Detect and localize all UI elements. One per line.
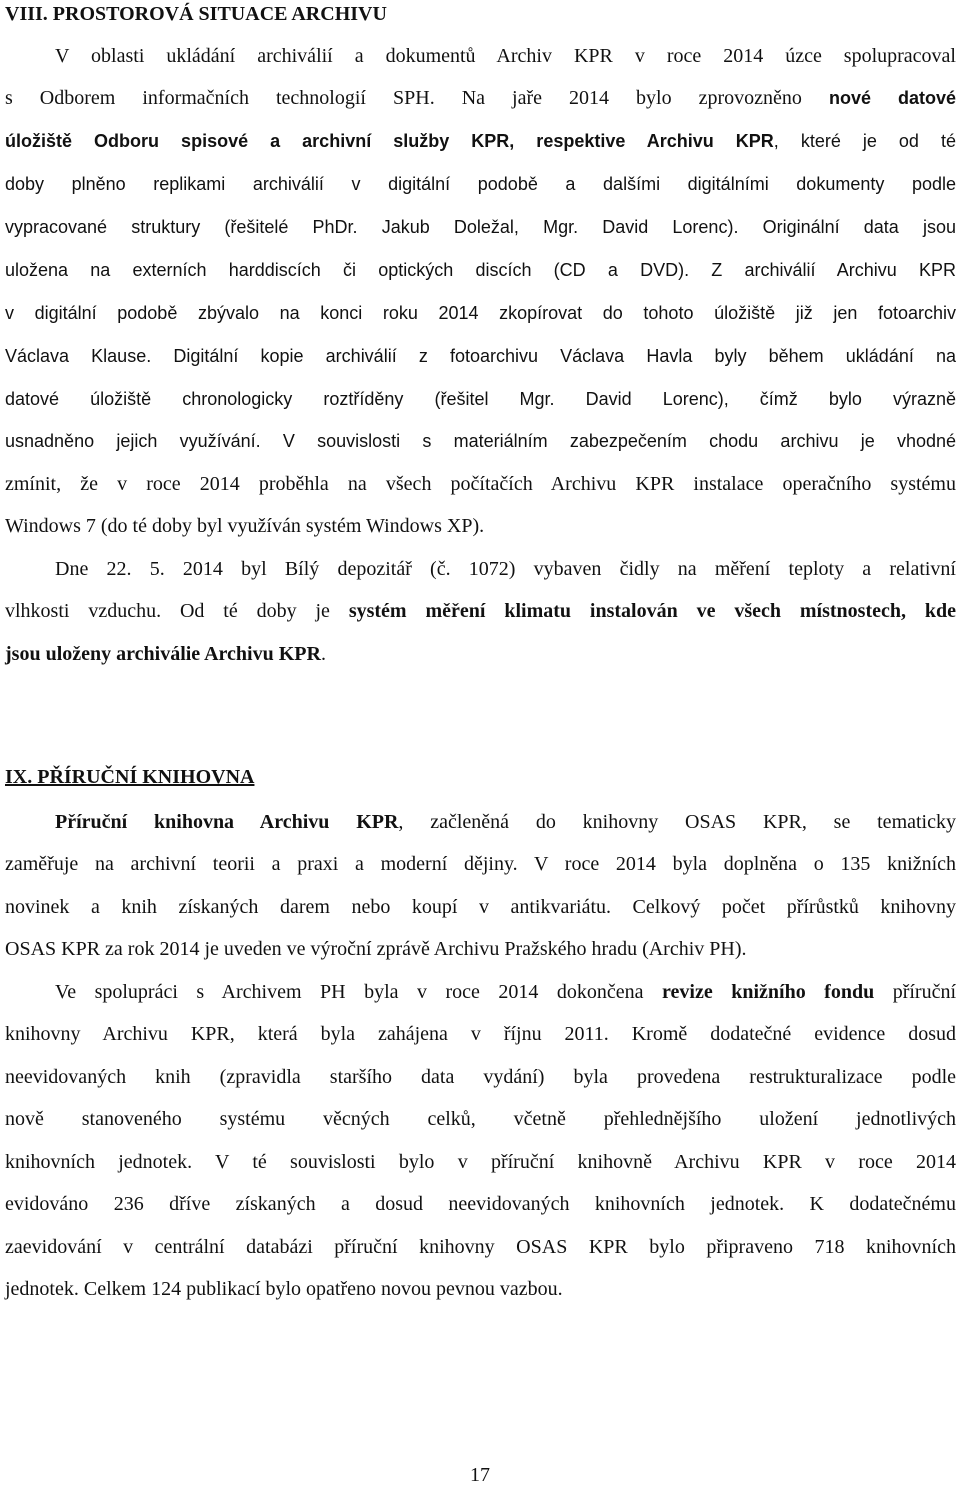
- paragraph-line: vypracované struktury (řešitelé PhDr. Jakub Doležal, Mgr. David Lorenc). Originální data jsou: [5, 217, 956, 237]
- paragraph-line: V oblasti ukládání archiválií a dokumentů Archiv KPR v roce 2014 úzce spolupracoval: [55, 45, 956, 67]
- paragraph-line: doby plněno replikami archiválií v digitální podobě a dalšími digitálními dokumenty podle: [5, 174, 956, 194]
- paragraph-line: jednotek. Celkem 124 publikací bylo opatřeno novou pevnou vazbou.: [5, 1278, 563, 1300]
- section-heading-viii: VIII. PROSTOROVÁ SITUACE ARCHIVU: [5, 3, 387, 25]
- paragraph-line: vlhkosti vzduchu. Od té doby je systém měření klimatu instalován ve všech místnostech, kde: [5, 600, 956, 622]
- paragraph-line: usnadněno jejich využívání. V souvislosti s materiálním zabezpečením chodu archivu je vhodné: [5, 431, 956, 451]
- paragraph-line: s Odborem informačních technologií SPH. Na jaře 2014 bylo zprovozněno nové datové: [5, 87, 957, 109]
- bold-phrase: úložiště Odboru spisové a archivní služby KPR, respektive Archivu KPR: [5, 131, 774, 151]
- bold-phrase: Příruční knihovna Archivu KPR: [55, 811, 399, 833]
- paragraph-line: úložiště Odboru spisové a archivní služby KPR, respektive Archivu KPR, které je od té: [5, 131, 956, 151]
- paragraph-line: Ve spolupráci s Archivem PH byla v roce 2014 dokončena revize knižního fondu příruční: [55, 981, 957, 1003]
- bold-phrase: jsou uloženy archiválie Archivu KPR: [5, 643, 321, 665]
- paragraph-line: zaměřuje na archivní teorii a praxi a moderní dějiny. V roce 2014 byla doplněna o 135 knižních: [5, 853, 956, 875]
- paragraph-line: neevidovaných knih (zpravidla staršího data vydání) byla provedena restrukturalizace podle: [5, 1066, 956, 1088]
- paragraph-line: Windows 7 (do té doby byl využíván systém Windows XP).: [5, 515, 485, 537]
- paragraph-line: novinek a knih získaných darem nebo koupí v antikvariátu. Celkový počet přírůstků knihovny: [5, 896, 956, 918]
- paragraph-line: knihovních jednotek. V té souvislosti bylo v příruční knihovně Archivu KPR v roce 2014: [5, 1151, 956, 1173]
- paragraph-line: datové úložiště chronologicky roztříděny (řešitel Mgr. David Lorenc), čímž bylo výrazně: [5, 389, 956, 409]
- bold-phrase: systém měření klimatu instalován ve všech místnostech, kde: [348, 600, 956, 622]
- paragraph-line: Příruční knihovna Archivu KPR, začleněná do knihovny OSAS KPR, se tematicky: [55, 811, 956, 833]
- page-number: 17: [470, 1464, 490, 1486]
- bold-phrase: nové datové: [828, 88, 957, 108]
- paragraph-line: OSAS KPR za rok 2014 je uveden ve výroční zprávě Archivu Pražského hradu (Archiv PH).: [5, 938, 747, 960]
- paragraph-line: zmínit, že v roce 2014 proběhla na všech počítačích Archivu KPR instalace operačního systému: [5, 473, 956, 495]
- paragraph-line: knihovny Archivu KPR, která byla zahájena v říjnu 2011. Kromě dodatečné evidence dosud: [5, 1023, 956, 1045]
- paragraph-line: jsou uloženy archiválie Archivu KPR.: [5, 643, 326, 665]
- section-heading-ix: IX. PŘÍRUČNÍ KNIHOVNA: [5, 766, 255, 788]
- paragraph-line: v digitální podobě zbývalo na konci roku 2014 zkopírovat do tohoto úložiště již jen fotoarchiv: [5, 303, 956, 323]
- paragraph-line: Dne 22. 5. 2014 byl Bílý depozitář (č. 1072) vybaven čidly na měření teploty a relativní: [55, 558, 956, 580]
- paragraph-line: zaevidování v centrální databázi příruční knihovny OSAS KPR bylo připraveno 718 knihovních: [5, 1236, 956, 1258]
- bold-phrase: revize knižního fondu: [662, 981, 875, 1003]
- paragraph-line: uložena na externích harddiscích či optických discích (CD a DVD). Z archiválií Archivu KPR: [5, 260, 956, 280]
- paragraph-line: Václava Klause. Digitální kopie archiválií z fotoarchivu Václava Havla byly během ukládání na: [5, 346, 956, 366]
- paragraph-line: nově stanoveného systému věcných celků, včetně přehlednějšího uložení jednotlivých: [5, 1108, 956, 1130]
- paragraph-line: evidováno 236 dříve získaných a dosud neevidovaných knihovních jednotek. K dodatečnému: [5, 1193, 956, 1215]
